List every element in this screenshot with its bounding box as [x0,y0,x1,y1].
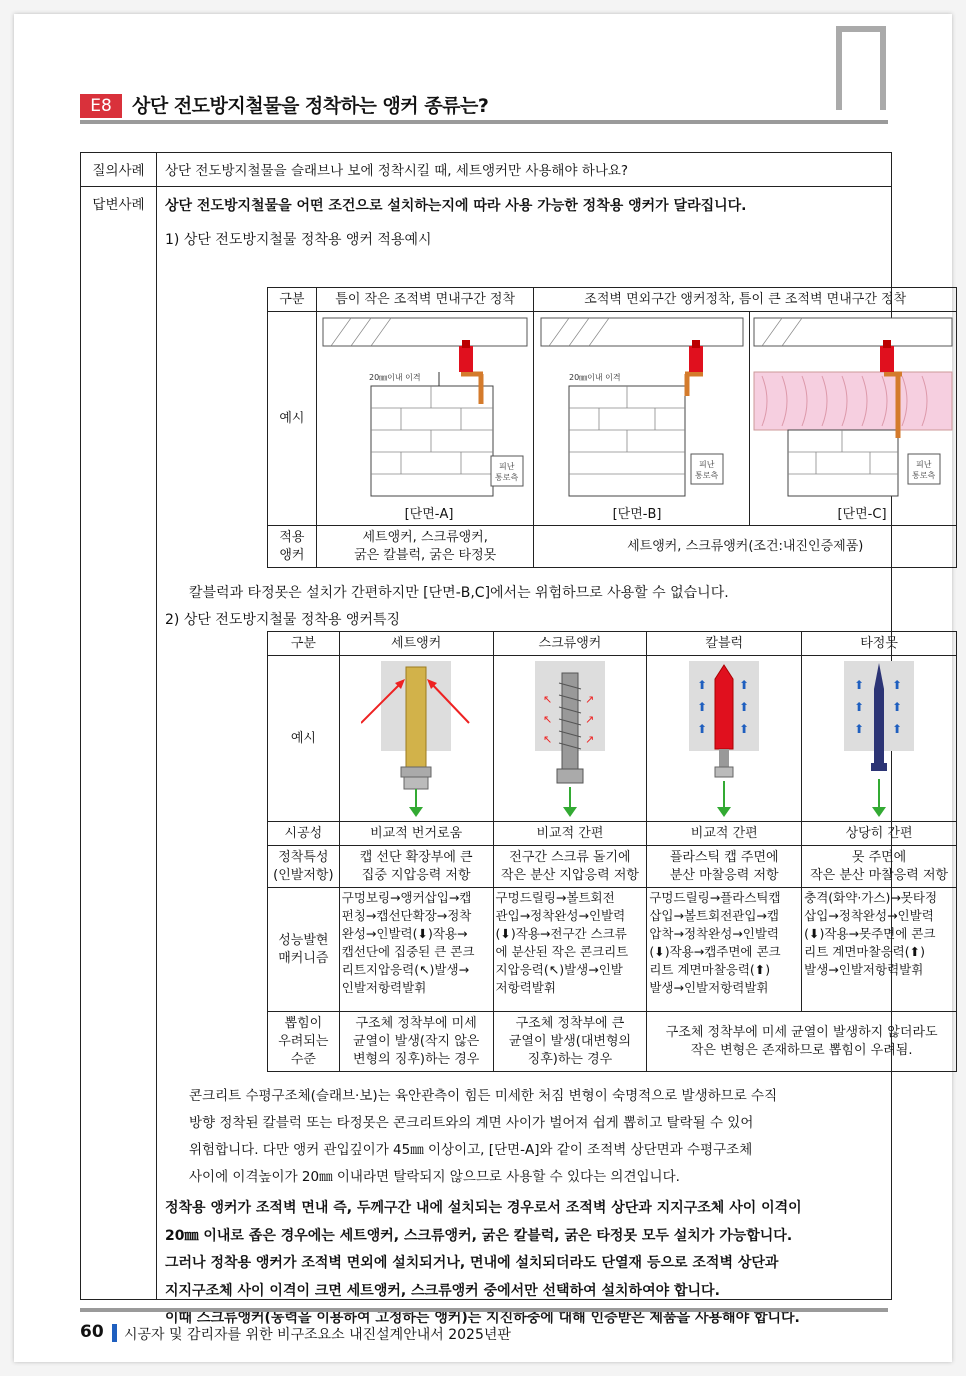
svg-text:⬆: ⬆ [892,721,903,736]
mech-screw: 구멍드릴링→볼트회전 관입→정착완성→인발력 (⬇)작용→전구간 스크류 에 분산된 작은 콘크리트 지압응력(↖)발생→인발 저항력발휘 [493,888,647,1012]
svg-text:⬆: ⬆ [854,677,865,692]
svg-text:⬆: ⬆ [892,699,903,714]
section2-title: 2) 상단 전도방지철물 정착용 앵커특징 [165,612,401,628]
t2-row-construct: 시공성 [268,822,340,846]
footer-title: 시공자 및 감리자를 위한 비구조요소 내진설계안내서 2025년판 [124,1327,511,1343]
t1-row-example: 예시 [268,312,317,526]
t2-header-screw: 스크류앵커 [493,632,647,656]
anchor-feature-table [267,631,957,1072]
pull-kalblock-nail: 구조체 정착부에 미세 균열이 발생하지 않더라도 작은 변형은 존재하므로 뽑힘이 우려됨. [647,1012,957,1072]
t2-row-example: 예시 [268,656,340,822]
svg-text:⬆: ⬆ [739,699,750,714]
qa-table [80,152,949,1326]
section-c-figure [750,312,957,526]
note-kalblock: 칼블럭과 타정못은 설치가 간편하지만 [단면-B,C]에서는 위험하므로 사용할 수 없습니다. [189,585,729,601]
t1-header-a: 틈이 작은 조적벽 면내구간 정착 [316,288,534,312]
section-c-diagram [752,316,954,522]
t2-row-mech: 성능발현 매커니즘 [268,888,340,1012]
t1-anchor-bc: 세트앵커, 스크류앵커(조건:내진인증제품) [534,526,957,568]
para-line: 방향 정착된 칼블럭 또는 타정못은 콘크리트와의 계면 사이가 벌어져 쉽게 뽑히고 탈락될 수 있어 [189,1115,754,1131]
para-line: 위험합니다. 다만 앵커 관입깊이가 45㎜ 이상이고, [단면-A]와 같이 조적벽 상단면과 수평구조체 [189,1142,753,1158]
section-b-figure [534,312,750,526]
svg-text:↖: ↖ [542,692,553,706]
t2-row-feature: 정착특성 (인발저항) [268,846,340,888]
t2-row-pull: 뽑힘이 우려되는 수준 [268,1012,340,1072]
t2-header-set: 세트앵커 [339,632,493,656]
sign-label-c2: 통로측 [912,470,936,480]
pull-screw: 구조체 정착부에 큰 균열이 발생(대변형의 징후)하는 경우 [493,1012,647,1072]
t1-anchor-a: 세트앵커, 스크류앵커, 굵은 칼블럭, 굵은 타정못 [316,526,534,568]
svg-text:⬆: ⬆ [854,721,865,736]
section-tag: E8 [80,94,122,118]
conclusion-line: 그러나 정착용 앵커가 조적벽 면외에 설치되거나, 면내에 설치되더라도 단열재 등으로 조적벽 상단과 [165,1255,779,1271]
feature-screw: 전구간 스크류 돌기에 작은 분산 지압응력 저항 [493,846,647,888]
nail-figure [802,656,957,822]
feature-kalblock: 플라스틱 캡 주면에 분산 마찰응력 저항 [647,846,802,888]
svg-text:⬆: ⬆ [854,699,865,714]
answer-lead: 상단 전도방지철물을 어떤 조건으로 설치하는지에 따라 사용 가능한 정착용 앵커가 달라집니다. [165,198,747,214]
sign-label-b1: 피난 [698,459,715,469]
answer-label: 답변사례 [81,187,157,1300]
section-b-diagram [539,316,745,522]
pull-set: 구조체 정착부에 미세 균열이 발생(작지 않은 변형의 징후)하는 경우 [339,1012,493,1072]
svg-text:↖: ↖ [542,732,553,746]
svg-text:↗: ↗ [584,692,595,706]
page-title: 상단 전도방지철물을 정착하는 앵커 종류는? [132,95,489,117]
mech-set: 구멍보링→앵커삽입→캡 펀칭→캡선단확장→정착 완성→인발력(⬇)작용→ 캡선단에 집중된 큰 콘크 리트지압응력(↖)발생→ 인발저항력발휘 [339,888,493,1012]
feature-nail: 못 주면에 작은 분산 마찰응력 저항 [802,846,957,888]
sign-label-c1: 피난 [916,459,932,469]
section-a-figure [316,312,534,526]
mech-kalblock: 구멍드릴링→플라스틱캡 삽입→볼트회전관입→캡 압착→정착완성→인발력 (⬇)작용→캡주면에 콘크 리트 계면마찰응력(⬆) 발생→인발저항력발휘 [647,888,802,1012]
svg-text:⬆: ⬆ [697,699,708,714]
svg-text:↗: ↗ [584,712,595,726]
caption-c: [단면-C] [837,506,887,522]
screw-anchor-figure [493,656,647,822]
sign-label-a2: 통로측 [495,472,519,482]
t2-header-col: 구분 [268,632,340,656]
conclusion-line: 20㎜ 이내로 좁은 경우에는 세트앵커, 스크류앵커, 굵은 칼블럭, 굵은 타정못 모두 설치가 가능합니다. [165,1227,793,1244]
feature-set: 캡 선단 확장부에 큰 집중 지압응력 저항 [339,846,493,888]
svg-text:⬆: ⬆ [739,721,750,736]
screw-anchor-image [515,659,625,819]
answer-body [157,187,949,1326]
question-label: 질의사례 [81,153,157,187]
construct-kalblock: 비교적 간편 [647,822,802,846]
mech-nail: 충격(화약·가스)→못타정 삽입→정착완성→인발력 (⬇)작용→못주면에 콘크 리트 계면마찰응력(⬆) 발생→인발저항력발휘 [802,888,957,1012]
caption-a: [단면-A] [404,506,454,522]
section-a-diagram [321,316,529,522]
svg-text:⬆: ⬆ [739,677,750,692]
kalblock-image [669,659,779,819]
page-number: 60 [80,1322,104,1342]
conclusion-line: 이때 스크류앵커(동력을 이용하여 고정하는 앵커)는 지진하중에 대해 인증받은 제품을 사용해야 합니다. [165,1310,800,1326]
construct-set: 비교적 번거로움 [339,822,493,846]
caption-b: [단면-B] [612,506,662,522]
t1-row-anchor: 적용 앵커 [268,526,317,568]
conclusion-line: 정착용 앵커가 조적벽 면내 즉, 두께구간 내에 설치되는 경우로서 조적벽 상단과 지지구조체 사이 이격이 [165,1200,802,1216]
conclusion-line: 지지구조체 사이 이격이 크면 세트앵커, 스크류앵커 중에서만 선택하여 설치하여야 합니다. [165,1282,720,1299]
sign-label-a1: 피난 [499,461,515,471]
section-header [80,94,888,124]
nail-image [824,659,934,819]
sign-label-b2: 통로측 [694,470,718,480]
set-anchor-image [361,659,471,819]
construct-screw: 비교적 간편 [493,822,647,846]
section1-title: 1) 상단 전도방지철물 정착용 앵커 적용예시 [165,232,432,248]
svg-text:↖: ↖ [542,712,553,726]
t2-header-nail: 타정못 [802,632,957,656]
question-text: 상단 전도방지철물을 슬래브나 보에 정착시킬 때, 세트앵커만 사용해야 하나요? [157,153,892,187]
kalblock-figure [647,656,802,822]
svg-text:⬆: ⬆ [892,677,903,692]
para-line: 콘크리트 수평구조체(슬래브·보)는 육안관측이 힘든 미세한 처짐 변형이 숙명적으로 발생하므로 수직 [189,1088,778,1104]
svg-text:⬆: ⬆ [697,721,708,736]
para-line: 사이에 이격높이가 20㎜ 이내라면 탈락되지 않으므로 사용할 수 있다는 의견입니다. [189,1169,680,1185]
anchor-example-table [267,287,957,568]
gap-label-b: 20㎜이내 이격 [568,372,621,382]
t1-header-col: 구분 [268,288,317,312]
explanation-paragraph [189,1083,879,1191]
set-anchor-figure [339,656,493,822]
svg-text:↗: ↗ [584,732,595,746]
t1-header-bc: 조적벽 면외구간 앵커정착, 틈이 큰 조적벽 면내구간 정착 [534,288,957,312]
gap-label-a: 20㎜이내 이격 [369,372,421,382]
construct-nail: 상당히 간편 [802,822,957,846]
footer-bar [112,1324,117,1342]
t2-header-kalblock: 칼블럭 [647,632,802,656]
svg-text:⬆: ⬆ [697,677,708,692]
